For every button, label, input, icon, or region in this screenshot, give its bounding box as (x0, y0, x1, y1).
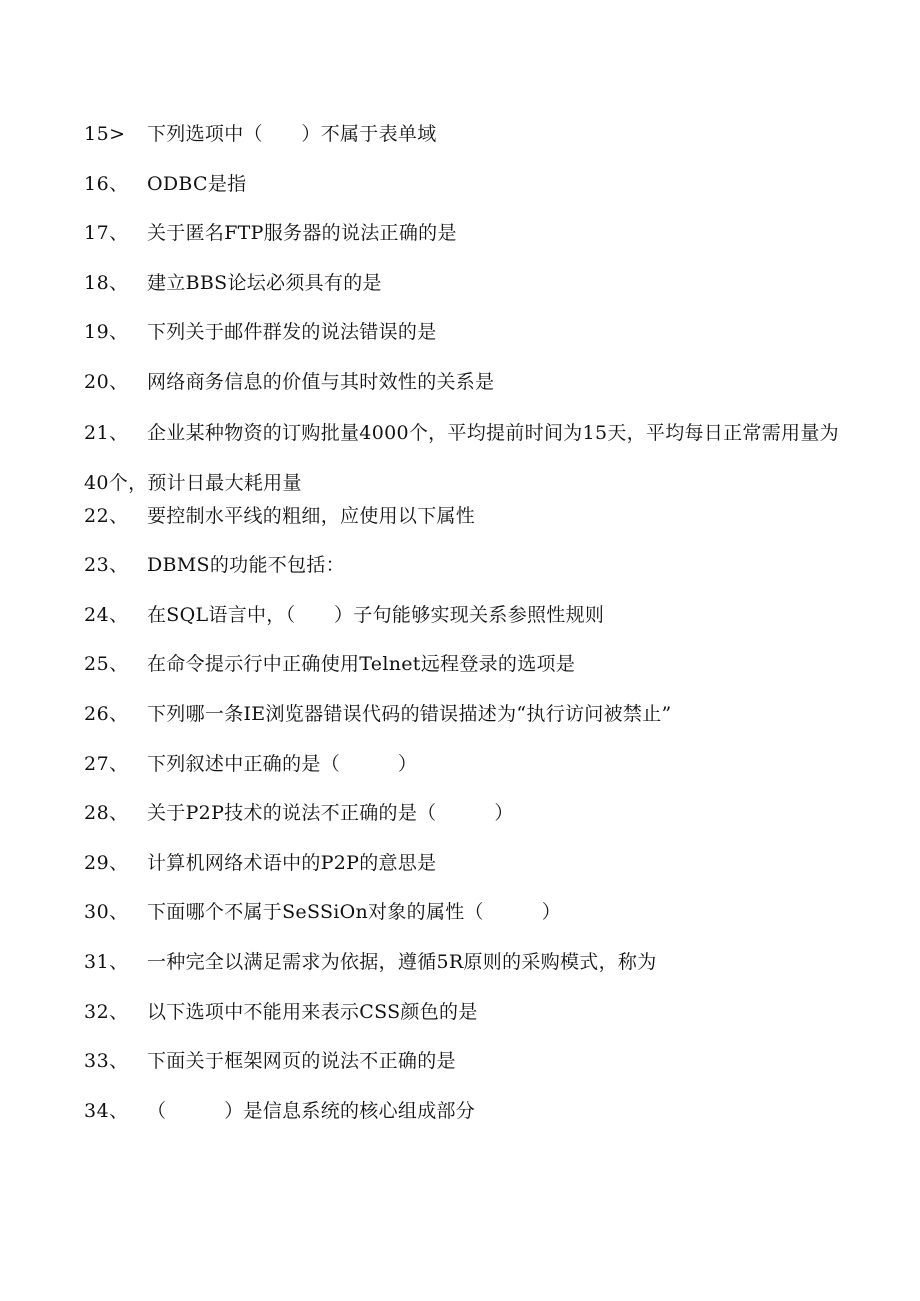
question-text: 下面关于框架网页的说法不正确的是 (147, 1050, 456, 1073)
question-item (84, 847, 844, 897)
question-number: 16、 (84, 172, 129, 195)
question-item (84, 996, 844, 1046)
question-text: 企业某种物资的订购批量4000个，平均提前时间为15天，平均每日正常需用量为40个，预计日最大耗用量 (84, 421, 839, 494)
question-number: 23、 (84, 554, 129, 577)
question-item (84, 698, 844, 748)
question-text: 网络商务信息的价值与其时效性的关系是 (147, 370, 495, 393)
question-item (84, 549, 844, 599)
question-text: 下面哪个不属于SeSSiOn对象的属性（ ） (147, 901, 562, 924)
question-number: 19、 (84, 321, 129, 344)
question-item (84, 648, 844, 698)
question-item (84, 168, 844, 218)
question-text: 要控制水平线的粗细，应使用以下属性 (147, 504, 476, 527)
question-text: 下列叙述中正确的是（ ） (147, 752, 418, 775)
question-text: 一种完全以满足需求为依据，遵循5R原则的采购模式，称为 (147, 950, 657, 973)
question-number: 22、 (84, 504, 129, 527)
question-item (84, 946, 844, 996)
question-number: 26、 (84, 702, 129, 725)
question-item (84, 1045, 844, 1095)
question-number: 34、 (84, 1099, 129, 1122)
question-item (84, 118, 844, 168)
question-item (84, 408, 844, 508)
question-text: 建立BBS论坛必须具有的是 (147, 271, 382, 294)
question-text: 在命令提示行中正确使用Telnet远程登录的选项是 (147, 653, 576, 676)
question-number: 32、 (84, 1000, 129, 1023)
question-number: 15> (84, 123, 126, 145)
question-text: 下列关于邮件群发的说法错误的是 (147, 321, 437, 344)
question-number: 33、 (84, 1050, 129, 1073)
question-list (84, 118, 844, 1144)
question-text: 计算机网络术语中的P2P的意思是 (147, 851, 437, 874)
question-item (84, 217, 844, 267)
question-text: DBMS的功能不包括： (147, 554, 345, 577)
question-item (84, 896, 844, 946)
question-number: 24、 (84, 603, 129, 626)
question-text: 关于匿名FTP服务器的说法正确的是 (147, 222, 457, 245)
question-number: 27、 (84, 752, 129, 775)
question-item (84, 1095, 844, 1145)
question-text: 关于P2P技术的说法不正确的是（ ） (147, 802, 514, 825)
question-number: 29、 (84, 851, 129, 874)
question-item (84, 797, 844, 847)
question-number: 20、 (84, 370, 129, 393)
question-text: ODBC是指 (147, 172, 247, 195)
question-item (84, 500, 844, 550)
question-item (84, 316, 844, 366)
question-text: 下列选项中（ ）不属于表单域 (147, 123, 437, 145)
question-number: 30、 (84, 901, 129, 924)
question-text: 以下选项中不能用来表示CSS颜色的是 (147, 1000, 478, 1023)
question-item (84, 267, 844, 317)
question-text: （ ）是信息系统的核心组成部分 (147, 1099, 476, 1122)
question-number: 25、 (84, 653, 129, 676)
question-text: 在SQL语言中，（ ）子句能够实现关系参照性规则 (147, 603, 605, 626)
question-item (84, 599, 844, 649)
question-number: 17、 (84, 222, 129, 245)
question-number: 21、 (84, 421, 129, 444)
question-number: 31、 (84, 950, 129, 973)
question-number: 28、 (84, 802, 129, 825)
question-text: 下列哪一条IE浏览器错误代码的错误描述为“执行访问被禁止” (147, 702, 672, 725)
question-item (84, 748, 844, 798)
question-number: 18、 (84, 271, 129, 294)
